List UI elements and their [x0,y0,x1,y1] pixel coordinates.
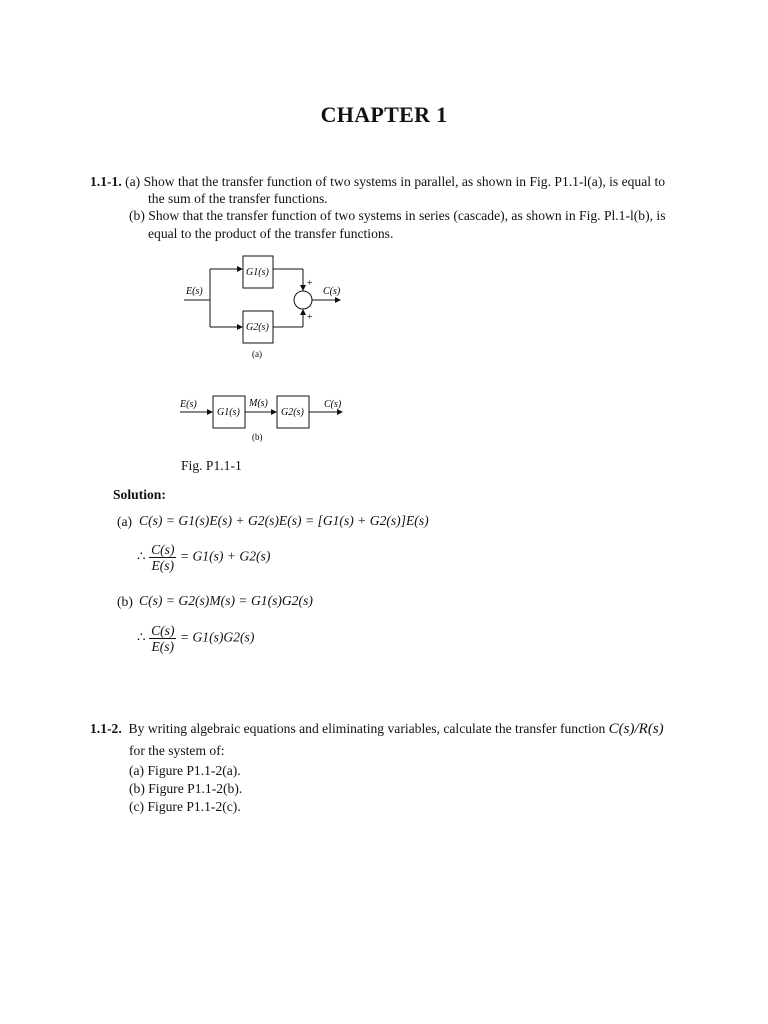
problem-1-part-a-text1: Show that the transfer function of two systems in parallel, as shown in Fig. P1.1-l(a), is equal to [143,174,666,189]
problem-2-item-a: (a) Figure P1.1-2(a). [129,763,241,778]
solution-a-label: (a) [117,514,133,529]
problem-1-part-b-text1: Show that the transfer function of two systems in series (cascade), as shown in Fig. Pl.1-l(b), is [148,208,666,223]
solution-a-equation: C(s) = G1(s)E(s) + G2(s)E(s) = [G1(s) + G2(s)]E(s) [139,513,429,528]
solution-a-fraction [149,542,176,573]
solution-b-fraction [149,623,176,654]
problem-2-number: 1.1-2. [90,721,122,736]
sum-sign-bottom: + [307,312,313,323]
solution-a-rhs: = G1(s) + G2(s) [179,548,271,564]
parallel-caption: (a) [252,349,262,359]
series-middle-label: M(s) [249,398,268,409]
parallel-block-bottom-label: G2(s) [246,322,269,333]
series-input-label: E(s) [180,399,197,410]
parallel-output-label: C(s) [323,286,341,297]
problem-2-text1: By writing algebraic equations and eliminating variables, calculate the transfer function [128,721,606,736]
solution-b-equation: C(s) = G2(s)M(s) = G1(s)G2(s) [139,593,313,608]
problem-1-number: 1.1-1. [90,174,122,189]
chapter-title: CHAPTER 1 [320,102,448,127]
solution-b-numerator: C(s) [151,623,175,638]
therefore-symbol-a: ∴ [137,548,146,564]
solution-b-result [137,623,254,654]
problem-2-line1 [90,720,664,738]
solution-b-denominator: E(s) [151,639,175,654]
series-block2-label: G2(s) [281,407,304,418]
series-caption: (b) [252,432,263,442]
figure-caption: Fig. P1.1-1 [181,458,242,473]
summing-junction [294,291,312,309]
problem-2-line2: for the system of: [129,743,225,758]
sum-sign-top: + [307,278,313,289]
problem-2-item-c: (c) Figure P1.1-2(c). [129,799,241,814]
solution-b-label: (b) [117,594,133,609]
series-block-diagram [170,392,370,447]
parallel-block-diagram [170,248,370,363]
parallel-input-label: E(s) [186,286,203,297]
solution-a-denominator: E(s) [151,558,175,573]
therefore-symbol-b: ∴ [137,629,146,645]
series-block1-label: G1(s) [217,407,240,418]
problem-1-part-b-label: (b) [129,208,145,223]
problem-2-tf-expression: C(s)/R(s) [608,721,664,737]
problem-1-part-a-label: (a) [125,174,141,189]
problem-1-part-b-line2: equal to the product of the transfer functions. [148,226,394,241]
problem-1-part-a-line2: the sum of the transfer functions. [148,191,328,206]
series-output-label: C(s) [324,399,342,410]
problem-1-part-a-line1 [90,173,665,190]
solution-a-numerator: C(s) [151,542,175,557]
solution-b-rhs: = G1(s)G2(s) [179,629,255,645]
problem-1-part-b-line1 [129,207,666,224]
parallel-block-top-label: G1(s) [246,267,269,278]
solution-a-result [137,542,270,573]
problem-2-item-b: (b) Figure P1.1-2(b). [129,781,243,796]
solution-heading: Solution: [113,487,166,502]
